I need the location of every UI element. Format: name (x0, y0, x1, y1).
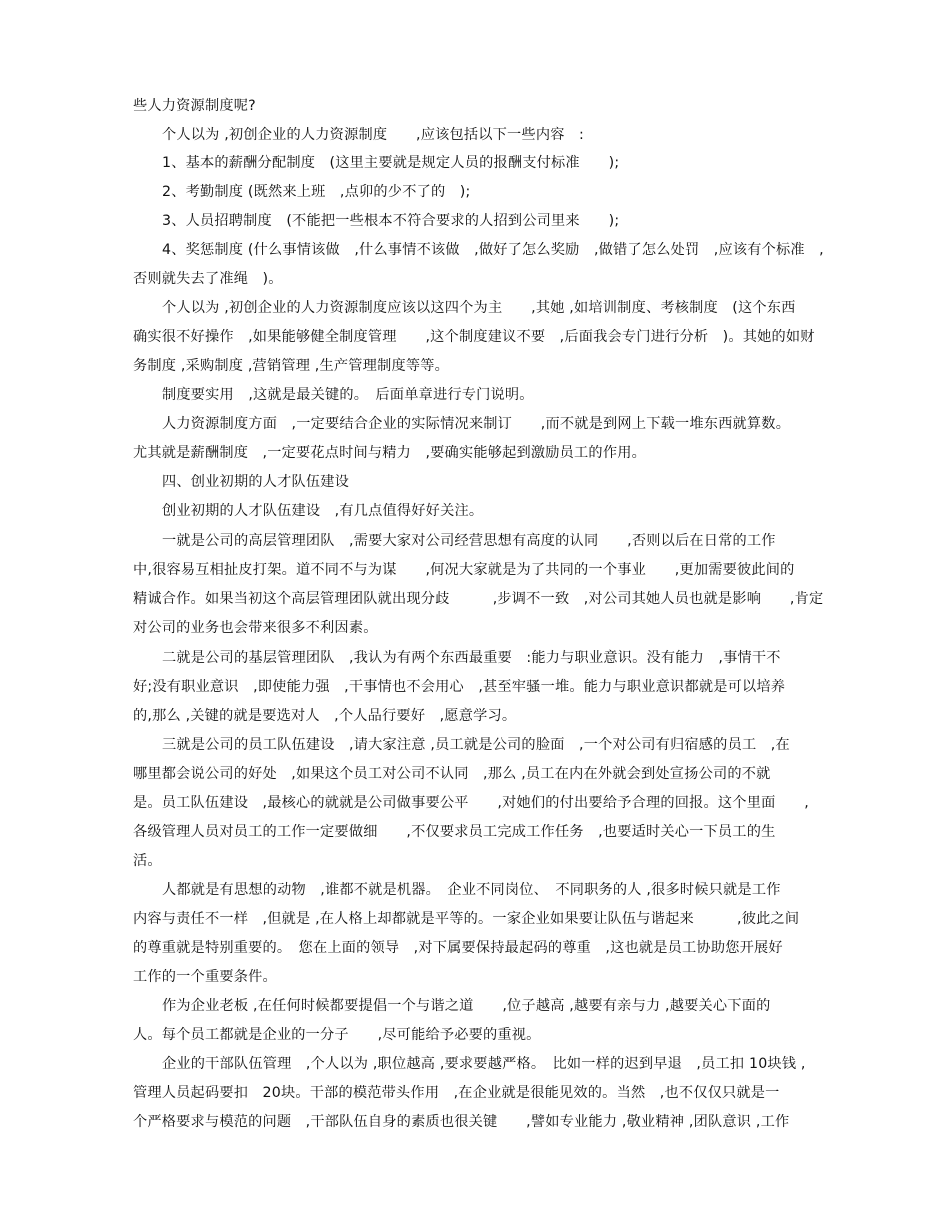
text-line: 二就是公司的基层管理团队 ,我认为有两个东西最重要 :能力与职业意识。没有能力 ,事情干不 (162, 650, 781, 666)
text-line: 的,那么 ,关键的就是要选对人 ,个人品行要好 ,愿意学习。 (133, 708, 517, 724)
text-line: 哪里都会说公司的好处 ,如果这个员工对公司不认同 ,那么 ,员工在内在外就会到处宣扬公司的不就 (133, 766, 771, 782)
text-line: 活。 (133, 853, 162, 869)
text-line: 确实很不好操作 ,如果能够健全制度管理 ,这个制度建议不要 ,后面我会专门进行分析 )。其她的如财 (133, 329, 815, 345)
text-line: 三就是公司的员工队伍建设 ,请大家注意 ,员工就是公司的脸面 ,一个对公司有归宿感的员工 ,在 (162, 737, 790, 753)
section-heading: 四、创业初期的人才队伍建设 (162, 474, 350, 490)
text-line: 个人以为 ,初创企业的人力资源制度 ,应该包括以下一些内容 : (162, 127, 584, 143)
text-line: 1、基本的薪酬分配制度 (这里主要就是规定人员的报酬支付标准 ); (162, 155, 620, 171)
text-line: 2、考勤制度 (既然来上班 ,点卯的少不了的 ); (162, 184, 471, 200)
text-line: 些人力资源制度呢? (133, 98, 256, 114)
text-line: 人力资源制度方面 ,一定要结合企业的实际情况来制订 ,而不就是到网上下载一堆东西就算数。 (162, 416, 791, 432)
text-line: 管理人员起码要扣 20块。干部的模范带头作用 ,在企业就是很能见效的。当然 ,也不仅仅只就是一 (133, 1085, 780, 1101)
text-line: 作为企业老板 ,在任何时候都要提倡一个与谐之道 ,位子越高 ,越要有亲与力 ,越要关心下面的 (162, 998, 771, 1014)
text-line: 创业初期的人才队伍建设 ,有几点值得好好关注。 (162, 503, 484, 519)
text-line: 精诚合作。如果当初这个高层管理团队就出现分歧 ,步调不一致 ,对公司其她人员也就是影响 ,肯定 (133, 591, 824, 607)
text-line: 务制度 ,采购制度 ,营销管理 ,生产管理制度等等。 (133, 358, 450, 374)
text-line: 尤其就是薪酬制度 ,一定要花点时间与精力 ,要确实能够起到激励员工的作用。 (133, 445, 646, 461)
text-line: 好;没有职业意识 ,即使能力强 ,干事情也不会用心 ,甚至牢骚一堆。能力与职业意识都就是可以培养 (133, 679, 786, 695)
text-line: 人。每个员工都就是企业的一分子 ,尽可能给予必要的重视。 (133, 1027, 541, 1043)
text-line: 工作的一个重要条件。 (133, 969, 277, 985)
text-line: 对公司的业务也会带来很多不利因素。 (133, 620, 378, 636)
text-line: 人都就是有思想的动物 ,谁都不就是机器。 企业不同岗位、 不同职务的人 ,很多时候只就是工作 (162, 882, 781, 898)
text-line: 企业的干部队伍管理 ,个人以为 ,职位越高 ,要求要越严格。 比如一样的迟到早退 ,员工扣 10块钱 , (162, 1056, 806, 1072)
text-line: 4、奖惩制度 (什么事情该做 ,什么事情不该做 ,做好了怎么奖励 ,做错了怎么处罚 ,应该有个标准 , (162, 242, 824, 258)
text-line: 一就是公司的高层管理团队 ,需要大家对公司经营思想有高度的认同 ,否则以后在日常的工作 (162, 533, 776, 549)
text-line: 个严格要求与模范的问题 ,干部队伍自身的素质也很关键 ,譬如专业能力 ,敬业精神 ,团队意识 ,工作 (133, 1114, 790, 1130)
text-line: 否则就失去了准绳 )。 (133, 271, 283, 287)
text-line: 中,很容易互相扯皮打架。道不同不与为谋 ,何况大家就是为了共同的一个事业 ,更加需要彼此间的 (133, 562, 795, 578)
text-line: 制度要实用 ,这就是最关键的。 后面单章进行专门说明。 (162, 387, 534, 403)
text-line: 3、人员招聘制度 (不能把一些根本不符合要求的人招到公司里来 ); (162, 213, 620, 229)
text-line: 是。员工队伍建设 ,最核心的就就是公司做事要公平 ,对她们的付出要给予合理的回报。这个里面 , (133, 795, 809, 811)
text-line: 内容与责任不一样 ,但就是 ,在人格上却都就是平等的。一家企业如果要让队伍与谐起来 ,彼此之间 (133, 911, 800, 927)
text-line: 各级管理人员对员工的工作一定要做细 ,不仅要求员工完成工作任务 ,也要适时关心一下员工的生 (133, 824, 776, 840)
text-line: 个人以为 ,初创企业的人力资源制度应该以这四个为主 ,其她 ,如培训制度、考核制度 (这个东西 (162, 300, 796, 316)
text-line: 的尊重就是特别重要的。 您在上面的领导 ,对下属要保持最起码的尊重 ,这也就是员工协助您开展好 (133, 940, 783, 956)
